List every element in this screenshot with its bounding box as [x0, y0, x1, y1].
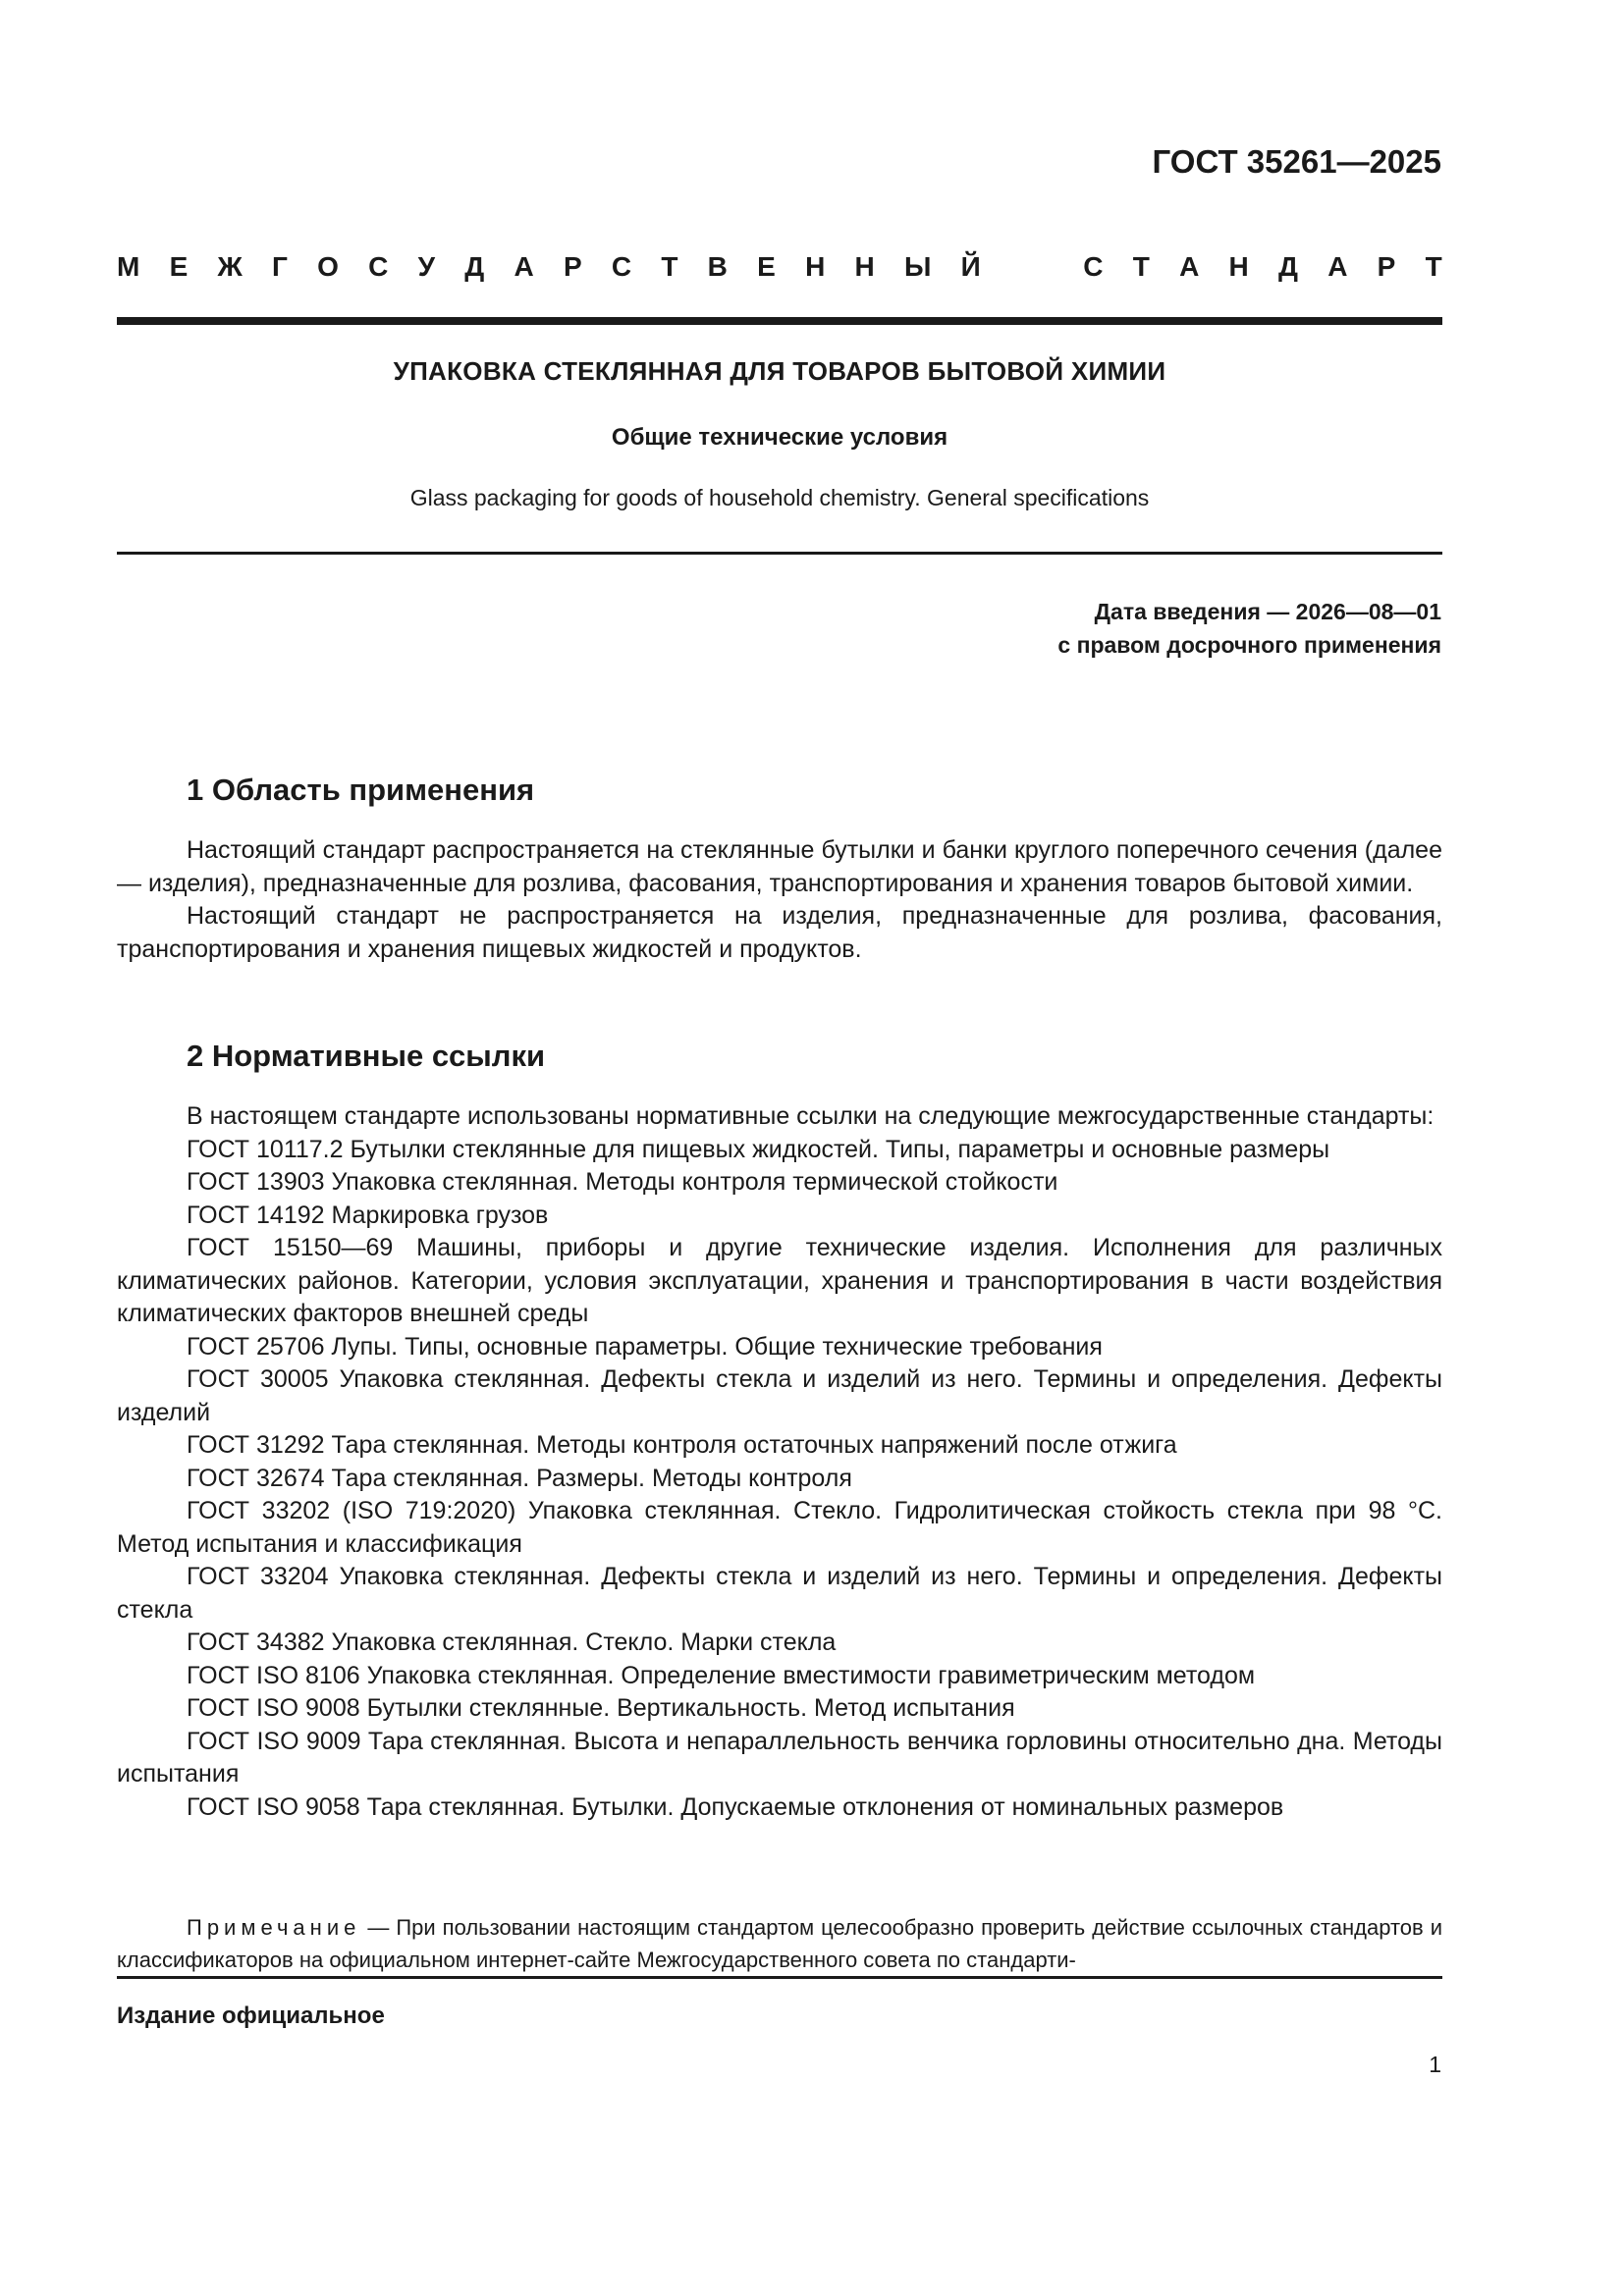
references-intro: В настоящем стандарте использованы нормативные ссылки на следующие межгосударственные стандарты:	[187, 1102, 1435, 1130]
reference-item: ГОСТ 13903 Упаковка стеклянная. Методы контроля термической стойкости	[187, 1168, 1058, 1196]
scope-paragraph: Настоящий стандарт распространяется на стеклянные бутылки и банки круглого поперечного сечения (далее — изделия), предназначенные для розлива, фасования, транспортирования и хранения товаров бытовой химии.	[117, 836, 1442, 897]
introduction-date-block	[1057, 595, 1441, 662]
early-application-note: с правом досрочного применения	[1057, 632, 1441, 658]
banner-letter: Г	[272, 251, 288, 282]
banner-letter: А	[1179, 251, 1200, 282]
reference-item: ГОСТ 34382 Упаковка стеклянная. Стекло. Марки стекла	[187, 1629, 837, 1656]
banner-letter: С	[1083, 251, 1104, 282]
banner-letter: Н	[805, 251, 826, 282]
english-title: Glass packaging for goods of household chemistry. General specifications	[409, 485, 1150, 510]
banner-letter: Н	[1228, 251, 1249, 282]
reference-item: ГОСТ ISO 8106 Упаковка стеклянная. Определение вместимости гравиметрическим методом	[187, 1661, 1256, 1689]
reference-item: ГОСТ 33202 (ISO 719:2020) Упаковка стеклянная. Стекло. Гидролитическая стойкость стекла при 98 °С. Метод испытания и классификация	[117, 1497, 1442, 1558]
standard-number: ГОСТ 35261—2025	[1152, 143, 1441, 180]
banner-letter: Р	[1377, 251, 1396, 282]
title-rule	[117, 552, 1442, 555]
banner-letter: Е	[757, 251, 776, 282]
introduction-date: Дата введения — 2026—08—01	[1094, 599, 1441, 624]
banner-letter: Й	[960, 251, 981, 282]
banner-letter: В	[707, 251, 728, 282]
section-scope-body	[117, 834, 1442, 966]
references-note	[117, 1911, 1442, 1976]
banner-word-gap	[1010, 251, 1054, 283]
banner-letter: Т	[1132, 251, 1150, 282]
reference-item: ГОСТ ISO 9008 Бутылки стеклянные. Вертикальность. Метод испытания	[187, 1694, 1015, 1722]
reference-item: ГОСТ 30005 Упаковка стеклянная. Дефекты стекла и изделий из него. Термины и определения. Дефекты изделий	[117, 1365, 1442, 1426]
section-heading-scope: 1 Область применения	[187, 773, 535, 807]
banner-letter: Н	[854, 251, 875, 282]
note-text: — При пользовании настоящим стандартом целесообразно проверить действие ссылочных стандартов и классификаторов на официальном интернет-сайте Межгосударственного совета по стандарти-	[117, 1915, 1442, 1972]
reference-item: ГОСТ 32674 Тара стеклянная. Размеры. Методы контроля	[187, 1464, 852, 1492]
reference-item: ГОСТ 31292 Тара стеклянная. Методы контроля остаточных напряжений после отжига	[187, 1431, 1177, 1459]
interstate-standard-banner	[117, 251, 1442, 283]
banner-letter: А	[1327, 251, 1348, 282]
banner-letter: М	[117, 251, 140, 282]
banner-letter: Т	[661, 251, 678, 282]
banner-letter: А	[514, 251, 534, 282]
header-rule	[117, 317, 1442, 325]
reference-item: ГОСТ ISO 9009 Тара стеклянная. Высота и непараллельность венчика горловины относительно дна. Методы испытания	[117, 1727, 1442, 1788]
reference-item: ГОСТ 15150—69 Машины, приборы и другие технические изделия. Исполнения для различных климатических районов. Категории, условия эксплуатации, хранения и транспортирования в части воздействия климатических факторов внешней среды	[117, 1234, 1442, 1327]
section-heading-references: 2 Нормативные ссылки	[187, 1039, 546, 1073]
reference-item: ГОСТ 33204 Упаковка стеклянная. Дефекты стекла и изделий из него. Термины и определения. Дефекты стекла	[117, 1563, 1442, 1624]
banner-letter: Е	[169, 251, 189, 282]
reference-item: ГОСТ 25706 Лупы. Типы, основные параметры. Общие технические требования	[187, 1332, 1103, 1361]
reference-item: ГОСТ ISO 9058 Тара стеклянная. Бутылки. Допускаемые отклонения от номинальных размеров	[187, 1792, 1284, 1821]
document-title: УПАКОВКА СТЕКЛЯННАЯ ДЛЯ ТОВАРОВ БЫТОВОЙ ХИМИИ	[393, 356, 1166, 386]
banner-letter: Д	[1278, 251, 1298, 282]
banner-letter: С	[611, 251, 632, 282]
reference-item: ГОСТ 14192 Маркировка грузов	[187, 1201, 549, 1229]
page-number: 1	[1429, 2052, 1441, 2077]
banner-letter: Д	[464, 251, 485, 282]
banner-letter: О	[317, 251, 339, 282]
scope-paragraph: Настоящий стандарт не распространяется на изделия, предназначенные для розлива, фасования, транспортирования и хранения пищевых жидкостей и продуктов.	[117, 902, 1442, 963]
reference-item: ГОСТ 10117.2 Бутылки стеклянные для пищевых жидкостей. Типы, параметры и основные размеры	[187, 1135, 1330, 1163]
banner-letter: С	[368, 251, 389, 282]
note-label: Примечание	[187, 1915, 361, 1940]
banner-letter: Р	[563, 251, 582, 282]
references-list	[117, 1100, 1442, 1824]
banner-letter: Ж	[217, 251, 243, 282]
footer-rule	[117, 1976, 1442, 1979]
official-edition-label: Издание официальное	[117, 2002, 385, 2029]
banner-letter: Т	[1425, 251, 1442, 282]
banner-letter: Ы	[904, 251, 932, 282]
banner-letter: У	[417, 251, 436, 282]
document-subtitle: Общие технические условия	[611, 424, 948, 451]
